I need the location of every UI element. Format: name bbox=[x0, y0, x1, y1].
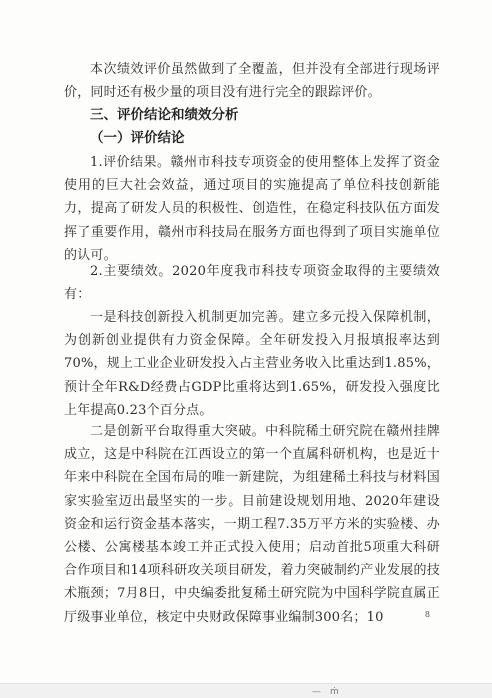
paragraph-evaluation-coverage: 本次绩效评价虽然做到了全覆盖，但并没有全部进行现场评价，同时还有极少量的项目没有进行完全的跟踪评价。 bbox=[64, 62, 440, 101]
edge-glyph-2: ṁ bbox=[330, 687, 339, 697]
paragraph-main-performance: 2.主要绩效。2020年度我市科技专项资金取得的主要绩效有： bbox=[64, 264, 440, 303]
paragraph-innovation-platform: 二是创新平台取得重大突破。中科院稀土研究院在赣州挂牌成立，这是中科院在江西设立的第一个直属科研机构，也是近十年来中科院在全国布局的唯一新建院，为组建稀土科技与材料国家实验室迈出最坚实的一步。目前建设规划用地、2020年建设资金和运行资金基本落实，一期工程7.35万平方米的实验楼、办公楼、公寓楼基本竣工并正式投入使用；启动首批5项重大科研合作项目和14项科研攻关项目研发，着力突破制约产业发展的技术瓶颈；7月8日，中央编委批复稀土研究院为中国科学院直属正厅级事业单位，核定中央财政保障事业编制300名；10 bbox=[64, 424, 440, 625]
next-page-edge bbox=[0, 683, 492, 698]
edge-glyph-1: — bbox=[312, 687, 321, 697]
paragraph-investment-mechanism: 一是科技创新投入机制更加完善。建立多元投入保障机制，为创新创业提供有力资金保障。全年研发投入月报填报率达到70%，规上工业企业研发投入占主营业务收入比重达到1.85%，预计全年R&D经费占GDP比重将达到1.65%，研发投入强度比上年提高0.23个百分点。 bbox=[64, 310, 440, 418]
section-heading: 三、评价结论和绩效分析 bbox=[90, 107, 239, 123]
paragraph-evaluation-result: 1.评价结果。赣州市科技专项资金的使用整体上发挥了资金使用的巨大社会效益，通过项目的实施提高了单位科技创新能力，提高了研发人员的积极性、创造性，在稳定科技队伍方面发挥了重要作用，赣州市科技局在服务方面也得到了项目实施单位的认可。 bbox=[64, 155, 440, 263]
page-number: 8 bbox=[424, 610, 430, 619]
subsection-heading: （一）评价结论 bbox=[90, 130, 185, 146]
